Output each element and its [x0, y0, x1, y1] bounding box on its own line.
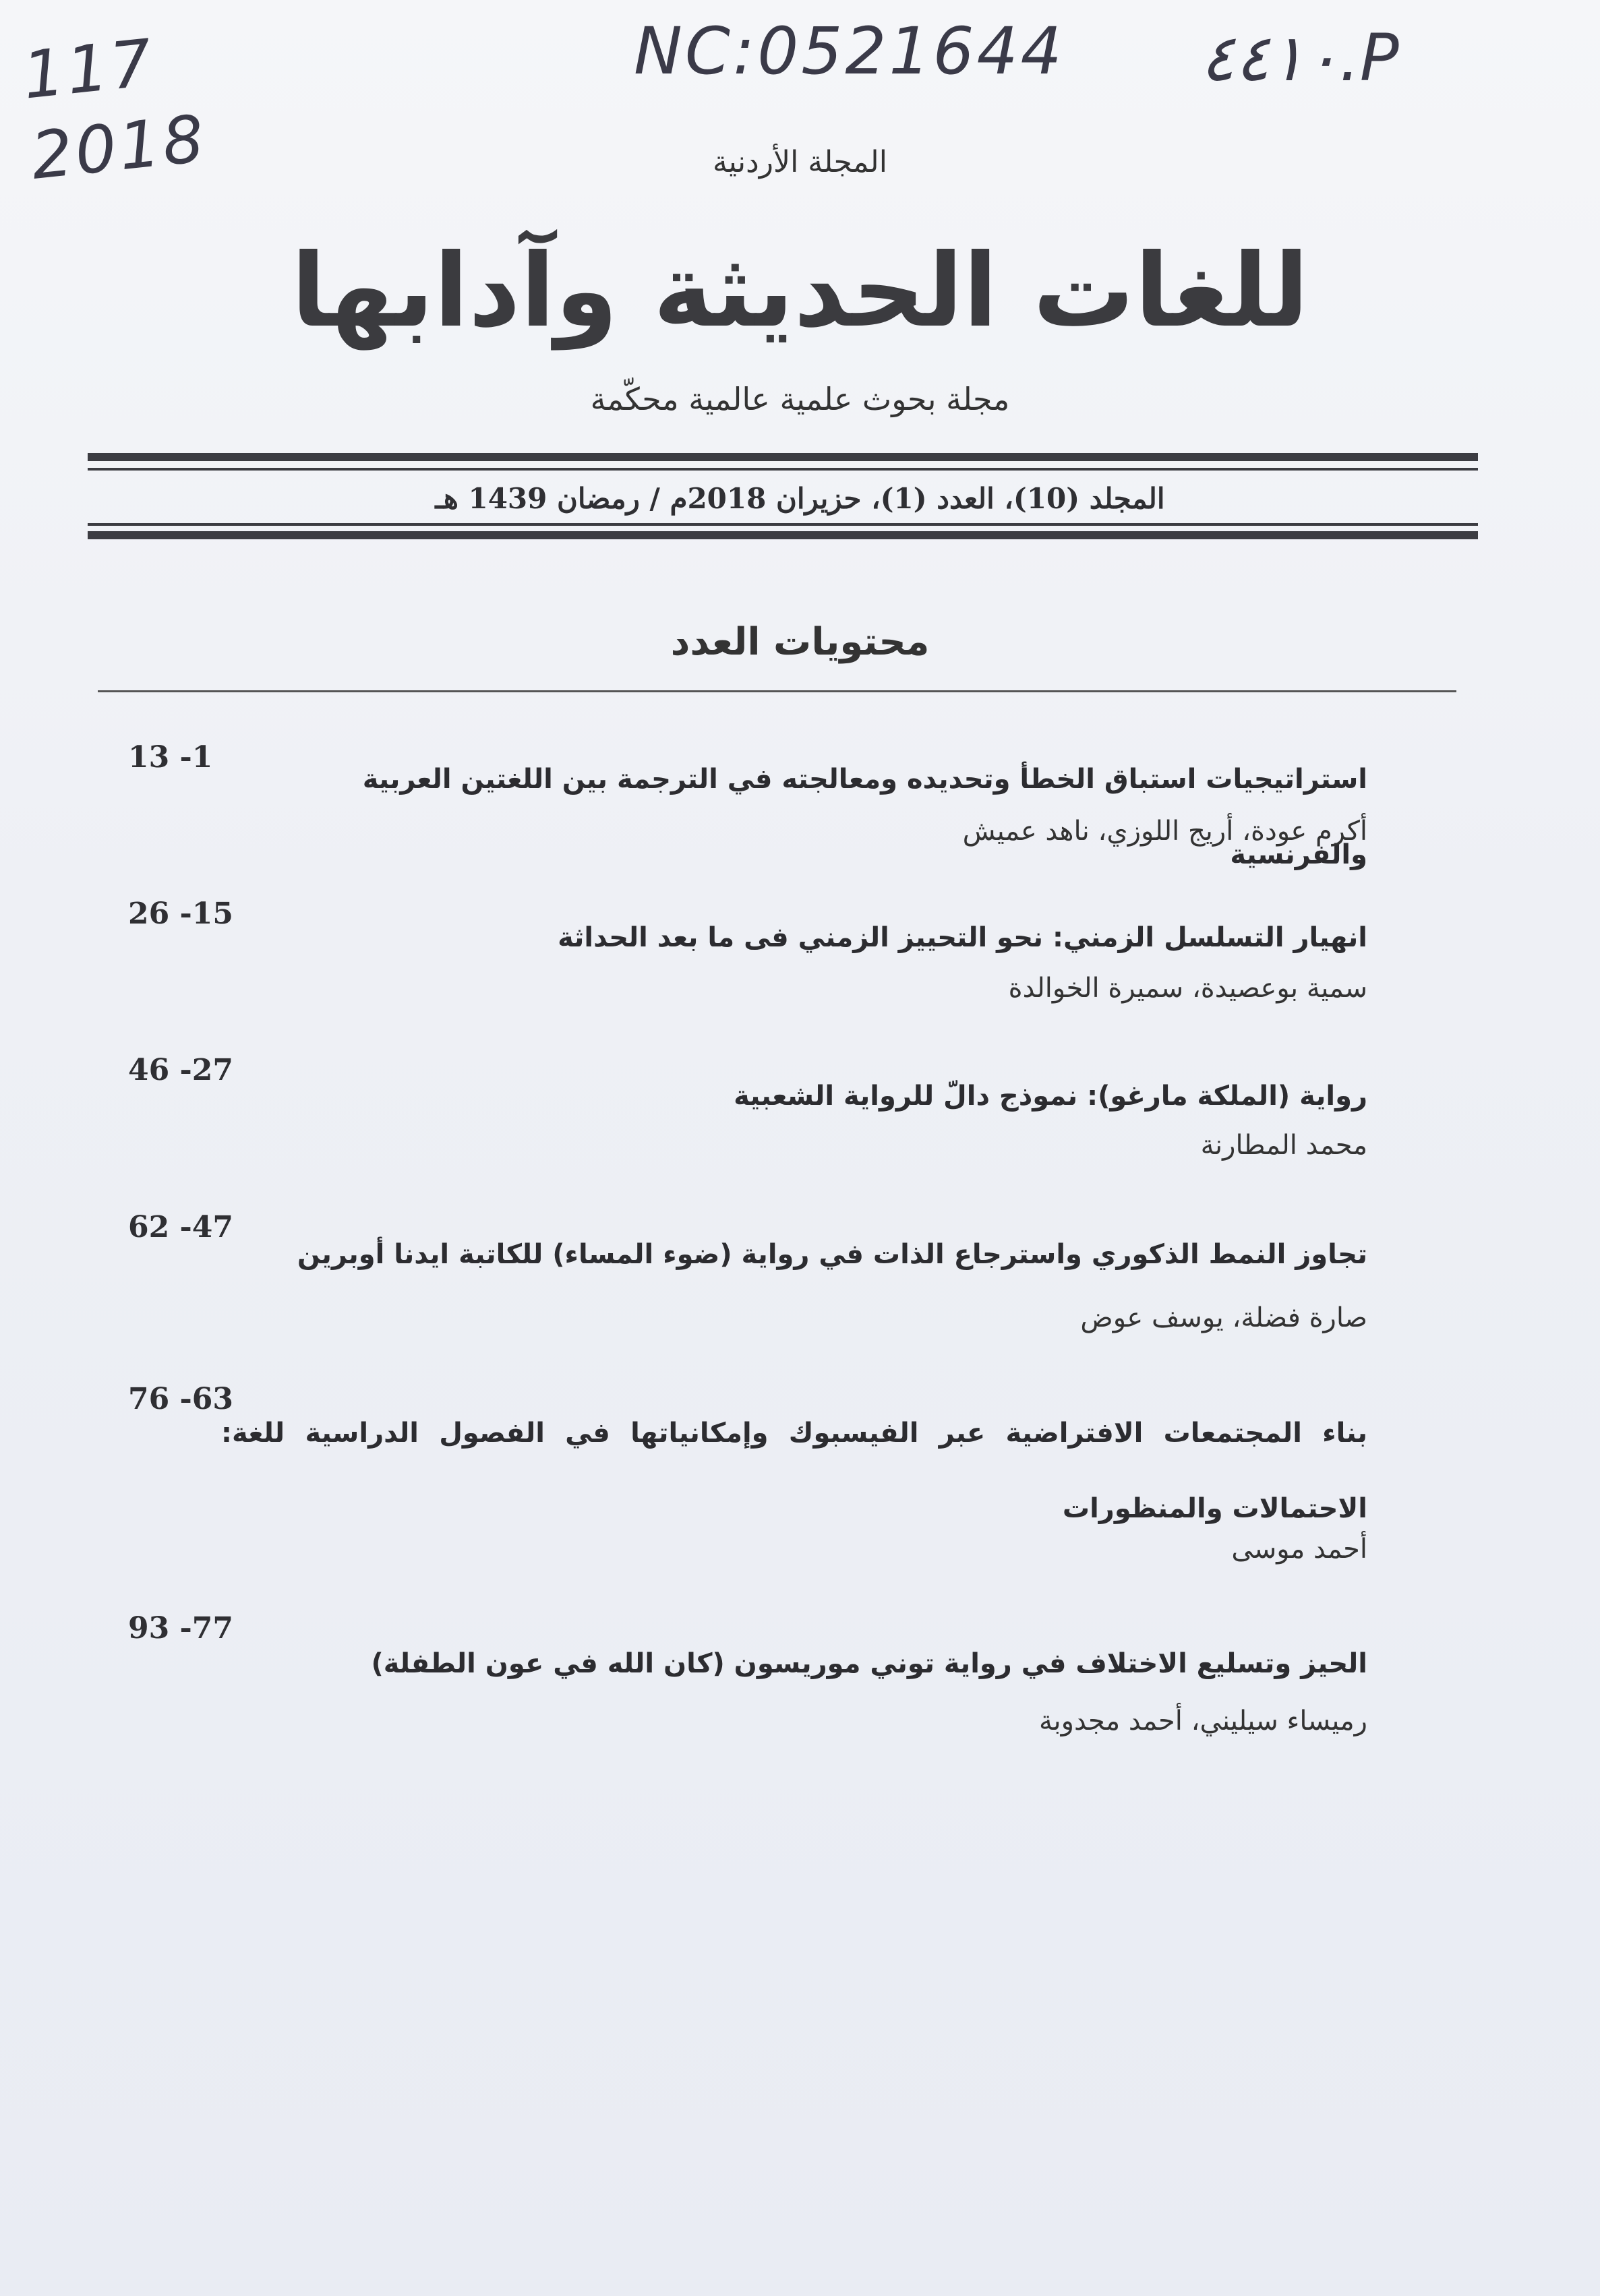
header-rule-top-thick	[88, 453, 1478, 461]
header-rule-bottom-thin	[88, 523, 1478, 526]
header-rule-top-thin	[88, 468, 1478, 471]
journal-country-line: المجلة الأردنية	[713, 145, 887, 179]
toc-entry-authors: أكرم عودة، أريج اللوزي، ناهد عميش	[962, 816, 1367, 847]
toc-entry-authors: سمية بوعصيدة، سميرة الخوالدة	[1008, 973, 1367, 1004]
toc-entry-title: انهيار التسلسل الزمني: نحو التحييز الزمني فى ما بعد الحداثة	[558, 922, 1367, 953]
toc-entry-authors: محمد المطارنة	[1200, 1130, 1367, 1161]
issue-info: المجلد (10)، العدد (1)، حزيران 2018م / رمضان 1439 هـ	[435, 482, 1165, 515]
handwritten-number: 117	[19, 24, 158, 114]
header-rule-bottom-thick	[88, 531, 1478, 539]
toc-entry-title: الحيز وتسليع الاختلاف في رواية توني موريسون (كان الله في عون الطفلة)	[371, 1648, 1367, 1679]
toc-entry-pages: 26 -15	[128, 897, 234, 931]
journal-subtitle: مجلة بحوث علمية عالمية محكّمة	[590, 381, 1010, 417]
handwritten-annotation-right: ٤٤١٠.P	[1200, 20, 1402, 96]
toc-entry-pages: 13 -1	[128, 740, 213, 775]
contents-rule	[98, 690, 1456, 692]
journal-title: للغات الحديثة وآدابها	[291, 233, 1309, 350]
toc-entry-pages: 46 -27	[128, 1053, 234, 1087]
handwritten-year: 2018	[28, 100, 210, 194]
contents-heading: محتويات العدد	[670, 620, 930, 664]
toc-entry-title: بناء المجتمعات الافتراضية عبر الفيسبوك وإمكانياتها في الفصول الدراسية للغة: الاحتمالات والمنظورات	[221, 1418, 1367, 1524]
toc-entry-title: رواية (الملكة مارغو): نموذج دالّ للرواية الشعبية	[734, 1081, 1367, 1112]
toc-entry-authors: صارة فضلة، يوسف عوض	[1080, 1302, 1367, 1333]
handwritten-catalog-number: NC:0521644	[634, 13, 1065, 89]
toc-entry-pages: 93 -77	[128, 1611, 234, 1645]
toc-entry-title: تجاوز النمط الذكوري واسترجاع الذات في رواية (ضوء المساء) للكاتبة ايدنا أوبرين	[297, 1239, 1367, 1270]
toc-entry-authors: رميساء سيليني، أحمد مجدوبة	[1039, 1705, 1367, 1736]
toc-entry-pages: 62 -47	[128, 1210, 234, 1244]
toc-entry-title: استراتيجيات استباق الخطأ وتحديده ومعالجته في الترجمة بين اللغتين العربية والفرنسية	[362, 764, 1367, 870]
toc-entry-authors: أحمد موسى	[1231, 1534, 1367, 1565]
toc-entry-pages: 76 -63	[128, 1382, 234, 1416]
